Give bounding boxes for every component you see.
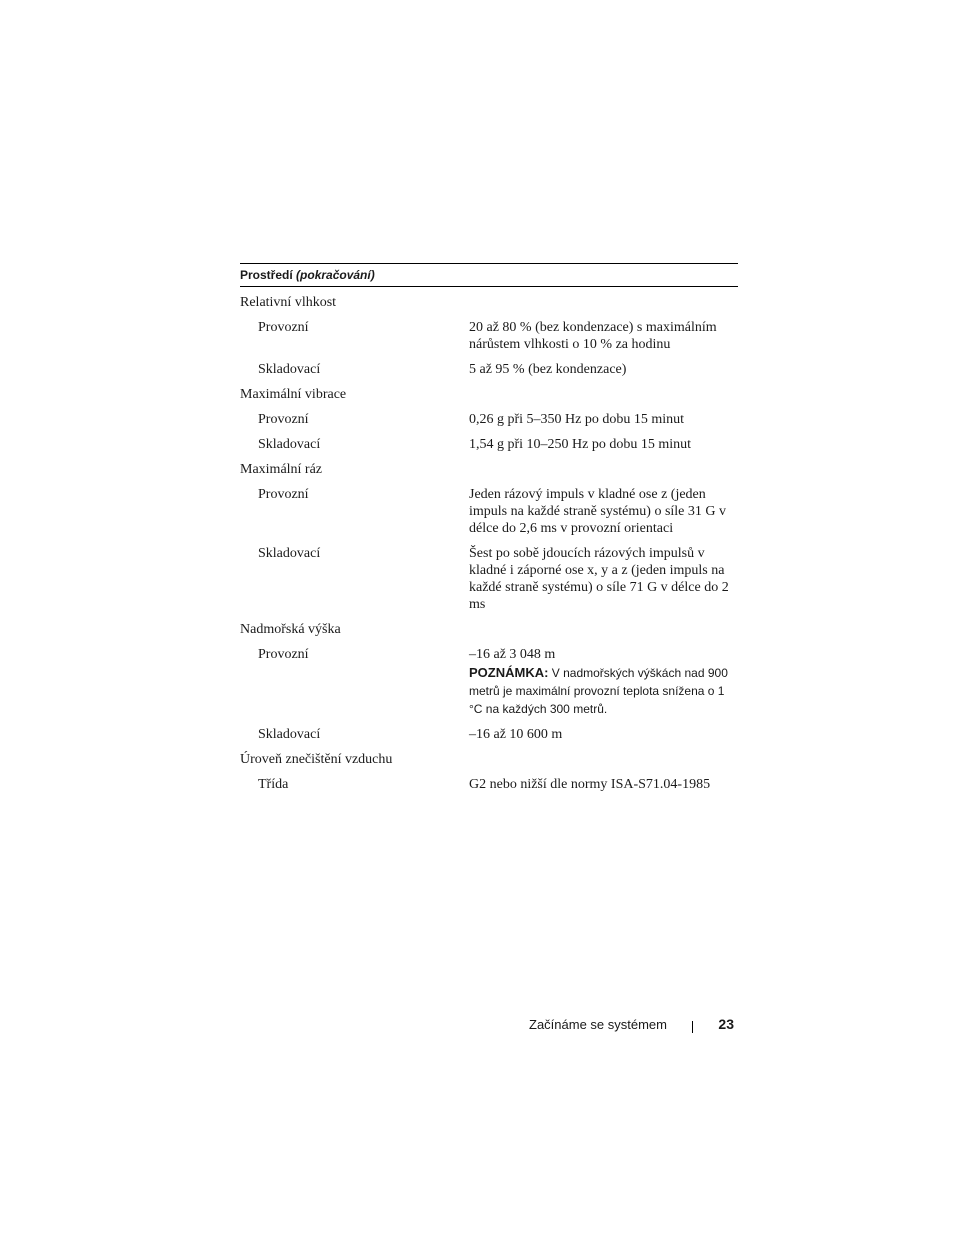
row-value bbox=[469, 751, 738, 768]
row-label: Provozní bbox=[258, 412, 309, 427]
row-label: Nadmořská výška bbox=[240, 622, 341, 637]
table-row-shock-storage bbox=[240, 541, 738, 617]
page-footer bbox=[0, 1015, 734, 1035]
table-row-airborne-contaminant bbox=[240, 747, 738, 772]
table-row-contaminant-class bbox=[240, 772, 738, 797]
row-label: Provozní bbox=[258, 320, 309, 335]
table-row-altitude-operating bbox=[240, 642, 738, 722]
row-value: –16 až 10 600 m bbox=[469, 727, 563, 742]
row-value: Jeden rázový impuls v kladné ose z (jeden impuls na každé straně systému) o síle 31 G v délce do 2,6 ms v provozní orientaci bbox=[469, 487, 727, 536]
row-value bbox=[469, 386, 738, 403]
table-row-max-shock bbox=[240, 457, 738, 482]
page-number: 23 bbox=[718, 1016, 734, 1032]
environment-spec-table bbox=[240, 263, 738, 797]
row-value-cell bbox=[469, 646, 738, 718]
altitude-note bbox=[469, 664, 734, 718]
row-label: Skladovací bbox=[258, 546, 321, 561]
row-value: 5 až 95 % (bez kondenzace) bbox=[469, 362, 627, 377]
row-value bbox=[469, 294, 738, 311]
table-row-max-vibration bbox=[240, 382, 738, 407]
row-value: Šest po sobě jdoucích rázových impulsů v kladné i záporné ose x, y a z (jeden impuls na každé straně systému) o síle 71 G v délce do 2 ms bbox=[469, 546, 729, 612]
row-value: 1,54 g při 10–250 Hz po dobu 15 minut bbox=[469, 437, 692, 452]
row-label: Úroveň znečištění vzduchu bbox=[240, 752, 393, 767]
table-header-continued: (pokračování) bbox=[296, 268, 375, 282]
row-label: Relativní vlhkost bbox=[240, 295, 337, 310]
table-row-altitude bbox=[240, 617, 738, 642]
table-row-shock-operating bbox=[240, 482, 738, 541]
table-row-humidity-storage bbox=[240, 357, 738, 382]
row-label: Skladovací bbox=[258, 727, 321, 742]
row-value: 0,26 g při 5–350 Hz po dobu 15 minut bbox=[469, 412, 685, 427]
row-label: Skladovací bbox=[258, 437, 321, 452]
row-value: G2 nebo nižší dle normy ISA-S71.04-1985 bbox=[469, 777, 711, 792]
row-value bbox=[469, 621, 738, 638]
table-header-title: Prostředí bbox=[240, 268, 293, 282]
row-label: Třída bbox=[258, 777, 289, 792]
footer-title: Začínáme se systémem bbox=[529, 1017, 667, 1032]
row-value bbox=[469, 461, 738, 478]
row-label: Maximální ráz bbox=[240, 462, 323, 477]
row-label: Maximální vibrace bbox=[240, 387, 347, 402]
row-label: Provozní bbox=[258, 647, 309, 662]
table-row-vibration-storage bbox=[240, 432, 738, 457]
table-row-humidity-operating bbox=[240, 315, 738, 357]
table-header bbox=[240, 263, 738, 287]
table-body bbox=[240, 287, 738, 797]
note-label: POZNÁMKA: bbox=[469, 665, 549, 680]
row-label: Provozní bbox=[258, 487, 309, 502]
row-label: Skladovací bbox=[258, 362, 321, 377]
table-row-altitude-storage bbox=[240, 722, 738, 747]
row-value: –16 až 3 048 m bbox=[469, 647, 556, 662]
table-row-vibration-operating bbox=[240, 407, 738, 432]
footer-separator bbox=[692, 1021, 693, 1033]
note-text: V nadmořských výškách nad 900 metrů je maximální provozní teplota snížena o 1 °C na každých 300 metrů. bbox=[469, 666, 728, 716]
row-value: 20 až 80 % (bez kondenzace) s maximálním nárůstem vlhkosti o 10 % za hodinu bbox=[469, 320, 717, 352]
table-row-relative-humidity bbox=[240, 290, 738, 315]
